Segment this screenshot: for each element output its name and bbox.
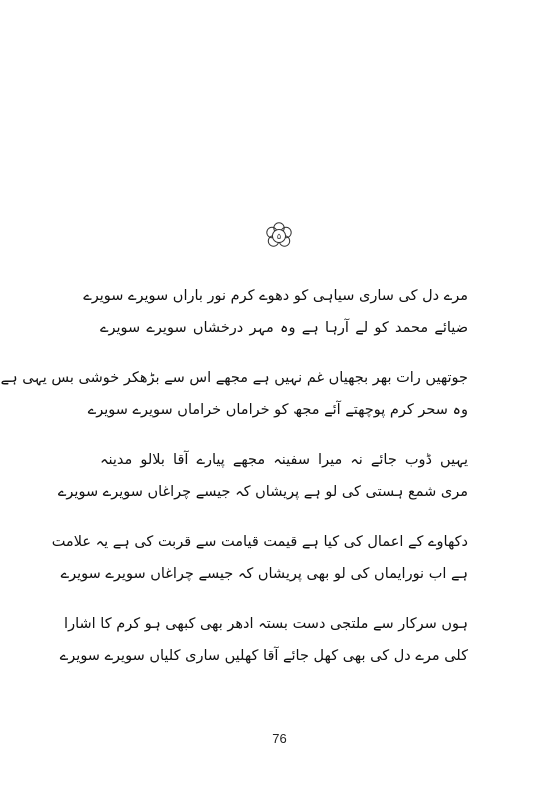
verse-line: یہیں ڈوب جائے نہ میرا سفینہ مجھے پیارے آقا بلالو مدینہ <box>100 452 468 468</box>
verse-line: ہے اب نورایماں کی لو بھی پریشاں کہ جیسے چراغاں سویرے سویرے <box>60 566 468 582</box>
page-number: 76 <box>272 731 287 746</box>
verse-line: جوتھیں رات بھر بجھیاں غم نہیں ہے مجھے اس سے بڑھکر خوشی بس یہی ہے <box>0 370 468 386</box>
stanza-2 <box>0 368 468 432</box>
verse-line: ہوں سرکار سے ملتجی دست بستہ ادھر بھی کبھی ہو کرم کا اشارا <box>64 616 468 632</box>
verse-line: ضیائے محمد کو لے آرہا ہے وہ مہر درخشاں سویرے سویرے <box>100 320 468 336</box>
verse-line: مرے دل کی ساری سیاہی کو دھوے کرم نور باراں سویرے سویرے <box>83 288 468 304</box>
verse-line: کلی مرے دل کی بھی کھل جائے آقا کھلیں ساری کلیاں سویرے سویرے <box>59 648 468 664</box>
verse-line: مری شمع ہستی کی لو ہے پریشاں کہ جیسے چراغاں سویرے سویرے <box>57 484 468 500</box>
stanza-5 <box>59 614 468 678</box>
verse-line: دکھاوے کے اعمال کی کیا ہے قیمت قیامت سے قربت کی ہے یہ علامت <box>51 534 468 550</box>
flower-ornament-icon <box>264 221 294 251</box>
ornament-glyph: ۵ <box>276 232 282 241</box>
verse-line: وہ سحر کرم پوچھتے آئے مجھ کو خراماں خراماں سویرے سویرے <box>87 402 468 418</box>
stanza-4 <box>51 532 468 596</box>
stanza-3 <box>57 450 468 514</box>
stanza-1 <box>83 286 468 350</box>
